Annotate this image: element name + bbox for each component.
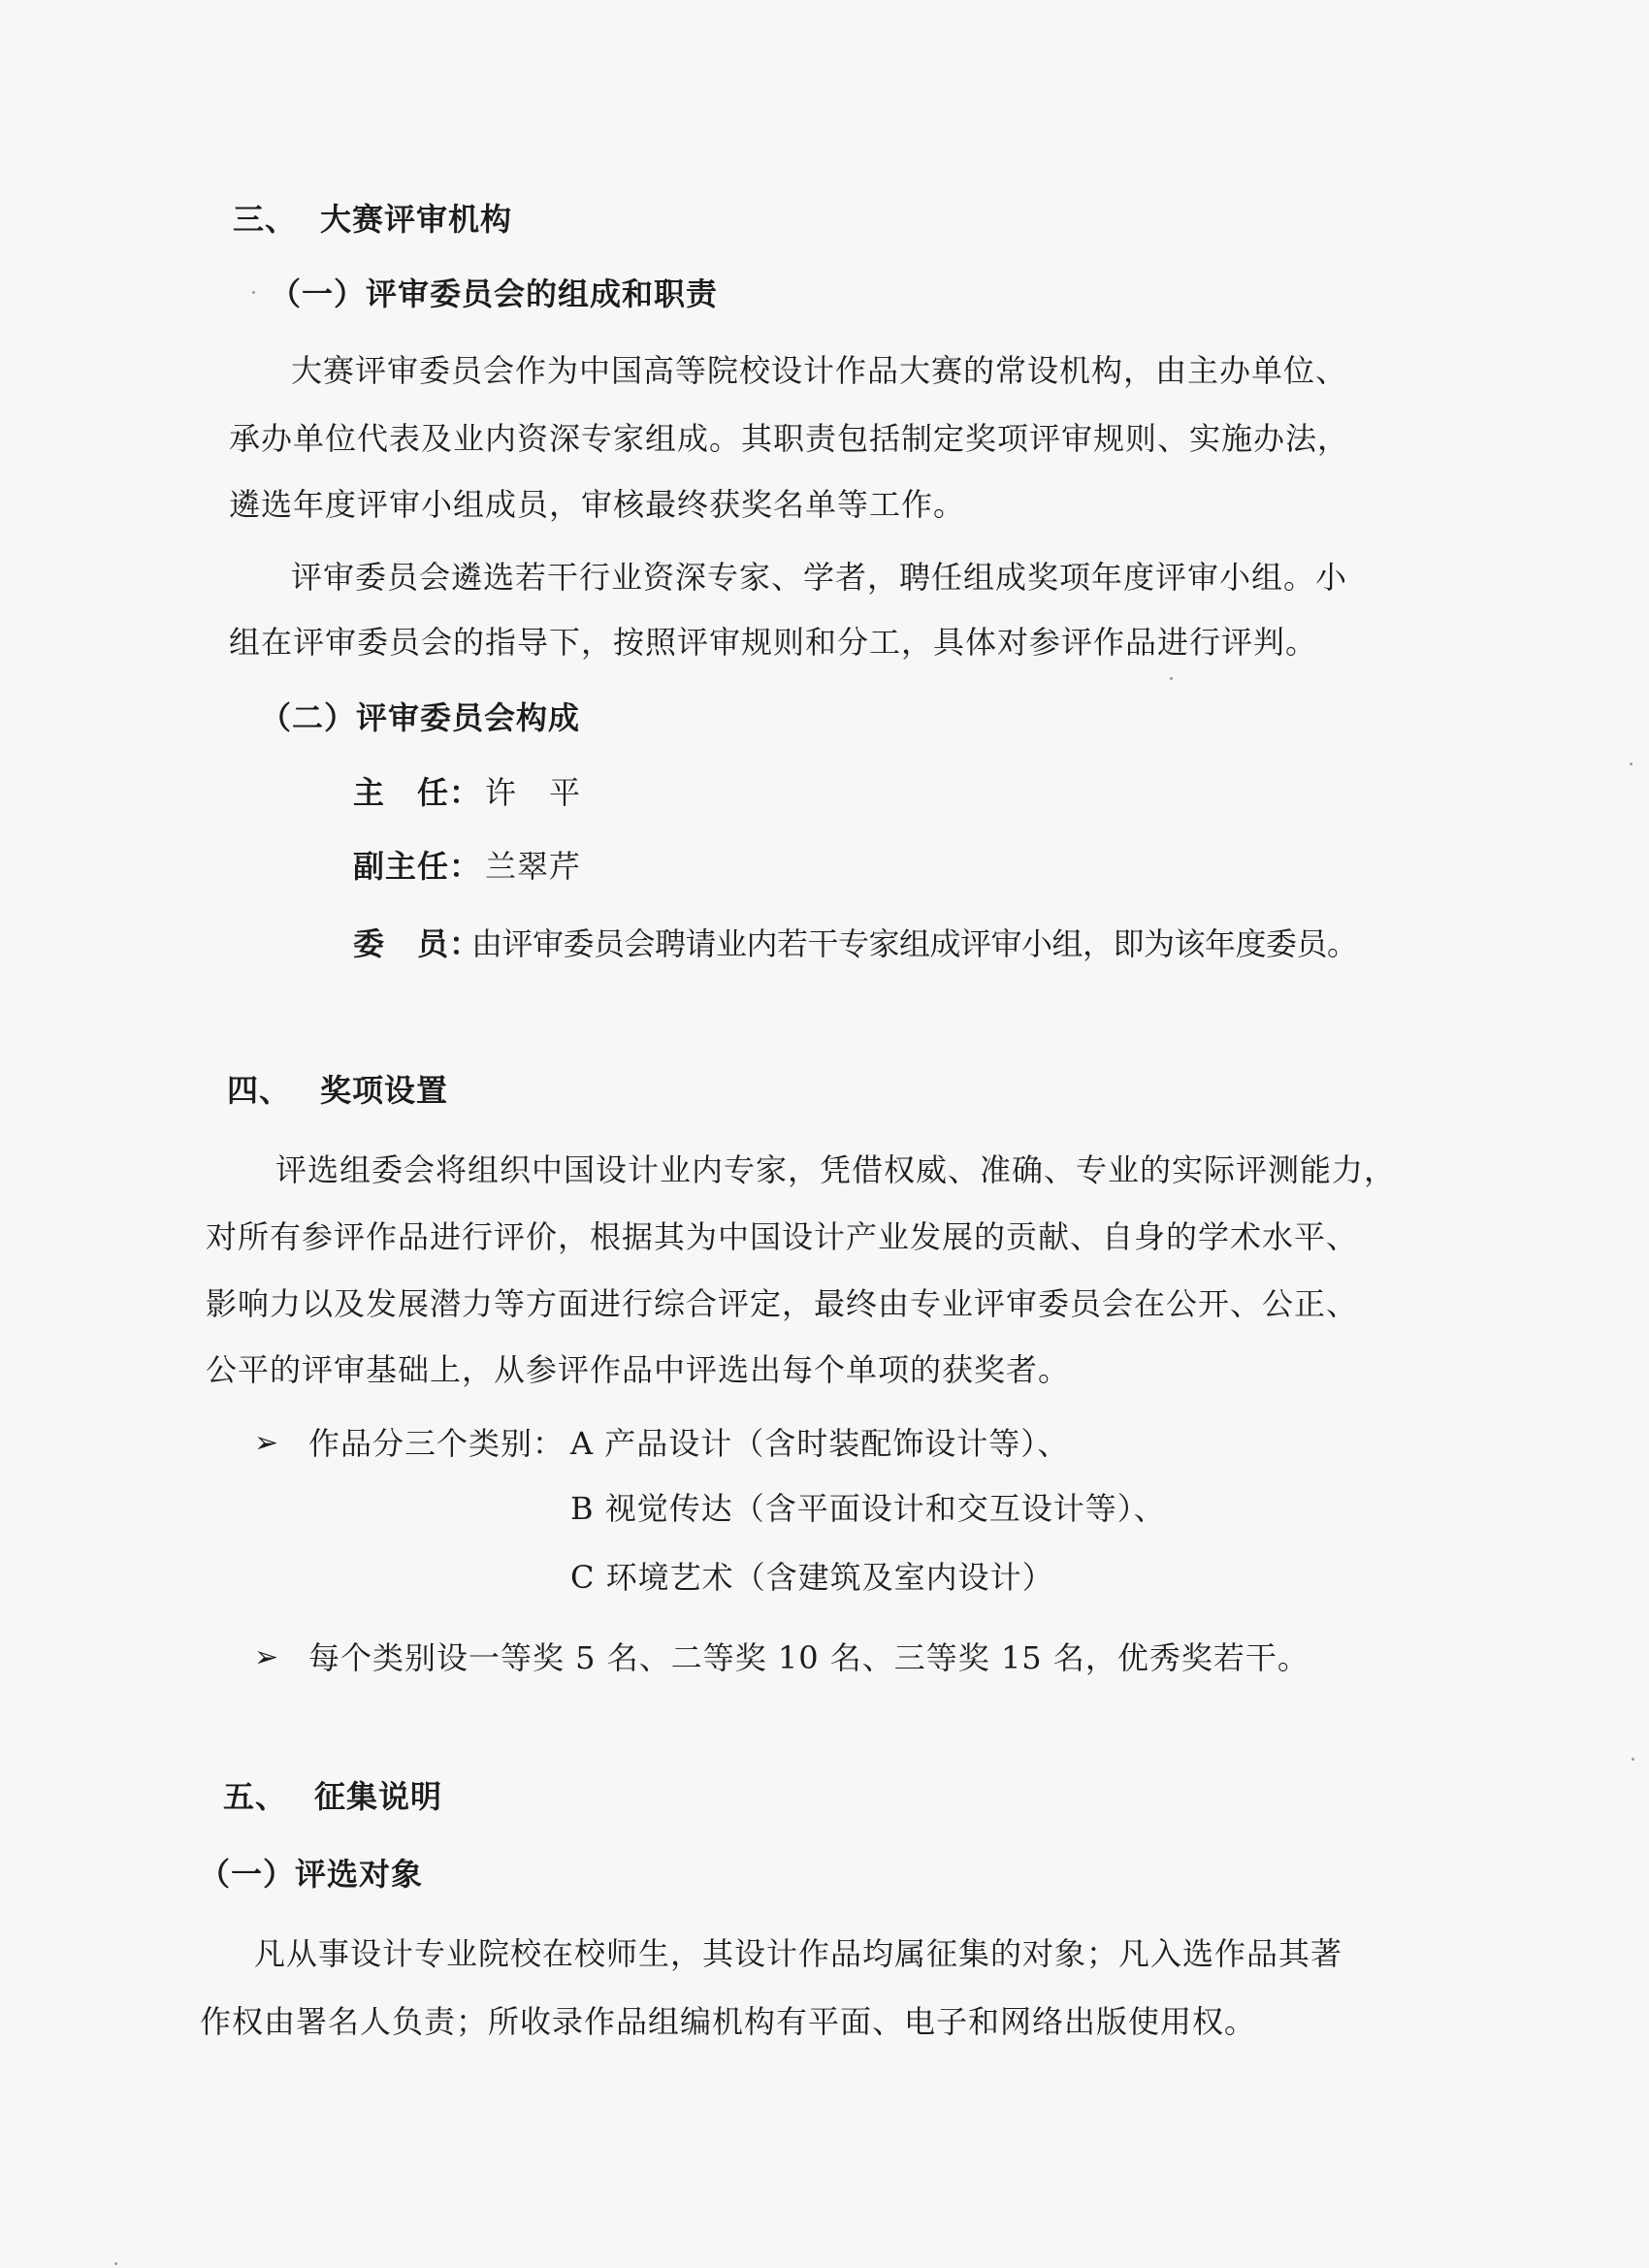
- members-description: 由评审委员会聘请业内若干专家组成评审小组，即为该年度委员。: [471, 925, 1358, 962]
- deputy-director-label: 副主任：: [353, 848, 482, 885]
- section-4-paragraph-line-1: 评选组委会将组织中国设计业内专家，凭借权威、准确、专业的实际评测能力，: [275, 1151, 1397, 1188]
- deputy-director-name: 兰翠芹: [485, 848, 582, 885]
- section-4-paragraph-line-3: 影响力以及发展潜力等方面进行综合评定，最终由专业评审委员会在公开、公正、: [206, 1285, 1359, 1322]
- section-5-number: 五、: [223, 1778, 288, 1815]
- section-3-paragraph-2-line-2: 组在评审委员会的指导下，按照评审规则和分工，具体对参评作品进行评判。: [229, 624, 1318, 661]
- category-b: B 视觉传达（含平面设计和交互设计等）、: [570, 1490, 1166, 1527]
- section-3-paragraph-1-line-3: 遴选年度评审小组成员，审核最终获奖名单等工作。: [229, 486, 966, 523]
- section-4-number: 四、: [227, 1072, 292, 1109]
- section-5-title: 征集说明: [314, 1778, 443, 1815]
- categories-intro: 作品分三个类别：: [308, 1425, 566, 1462]
- section-3-title: 大赛评审机构: [320, 201, 513, 238]
- section-5-paragraph-line-1: 凡从事设计专业院校在校师生，其设计作品均属征集的对象；凡入选作品其著: [254, 1935, 1343, 1972]
- section-3-subheading-2: （二）评审委员会构成: [260, 699, 581, 736]
- awards-description: 每个类别设一等奖 5 名、二等奖 10 名、三等奖 15 名，优秀奖若干。: [308, 1639, 1310, 1676]
- section-4-paragraph-line-2: 对所有参评作品进行评价，根据其为中国设计产业发展的贡献、自身的学术水平、: [206, 1218, 1359, 1255]
- scan-speck: [252, 291, 255, 294]
- section-4-paragraph-line-4: 公平的评审基础上，从参评作品中评选出每个单项的获奖者。: [206, 1351, 1071, 1388]
- bullet-arrow-icon: ➢: [254, 1426, 279, 1460]
- section-3-paragraph-1-line-2: 承办单位代表及业内资深专家组成。其职责包括制定奖项评审规则、实施办法，: [229, 420, 1350, 457]
- director-name: 许 平: [485, 774, 582, 811]
- scan-speck: [1170, 677, 1173, 680]
- section-3-paragraph-2-line-1: 评审委员会遴选若干行业资深专家、学者，聘任组成奖项年度评审小组。小: [291, 559, 1348, 596]
- scan-speck: [114, 2262, 117, 2265]
- section-5-subheading-1: （一）评选对象: [199, 1856, 424, 1893]
- director-label: 主 任：: [353, 774, 482, 811]
- section-5-paragraph-line-2: 作权由署名人负责；所收录作品组编机构有平面、电子和网络出版使用权。: [200, 2003, 1257, 2040]
- section-4-title: 奖项设置: [320, 1072, 449, 1109]
- section-3-subheading-1: （一）评审委员会的组成和职责: [270, 275, 719, 312]
- section-3-paragraph-1-line-1: 大赛评审委员会作为中国高等院校设计作品大赛的常设机构，由主办单位、: [291, 352, 1348, 389]
- members-label: 委 员：: [353, 925, 482, 962]
- scan-speck: [1630, 762, 1633, 765]
- scan-speck: [1632, 1758, 1634, 1761]
- category-c: C 环境艺术（含建筑及室内设计）: [570, 1559, 1054, 1596]
- bullet-arrow-icon: ➢: [254, 1640, 279, 1674]
- category-a: A 产品设计（含时装配饰设计等）、: [570, 1425, 1070, 1462]
- section-3-number: 三、: [233, 201, 298, 238]
